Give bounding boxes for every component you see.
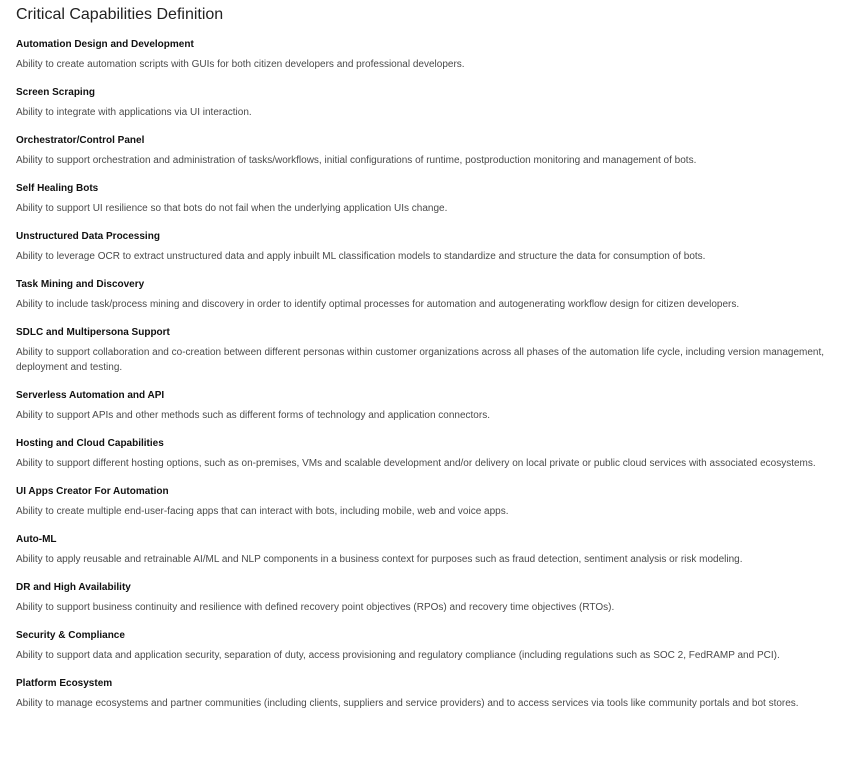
capability-description: Ability to integrate with applications via UI interaction.: [16, 107, 252, 118]
capability-item: [16, 573, 849, 621]
capability-description: Ability to support different hosting options, such as on-premises, VMs and scalable development and/or delivery on local private or public cloud services with associated ecosystems.: [16, 458, 816, 469]
capability-item: [16, 126, 849, 174]
capability-list: [16, 30, 849, 717]
capability-name: Hosting and Cloud Capabilities: [16, 438, 164, 449]
capability-description: Ability to support business continuity and resilience with defined recovery point objectives (RPOs) and recovery time objectives (RTOs).: [16, 602, 615, 613]
capability-description: Ability to manage ecosystems and partner communities (including clients, suppliers and service providers) and to access services via tools like community portals and bot stores.: [16, 698, 799, 709]
capability-item: [16, 381, 849, 429]
capability-description: Ability to leverage OCR to extract unstructured data and apply inbuilt ML classification models to standardize and structure the data for consumption of bots.: [16, 251, 706, 262]
capability-item: [16, 270, 849, 318]
capability-name: DR and High Availability: [16, 582, 131, 593]
capability-name: SDLC and Multipersona Support: [16, 327, 170, 338]
capability-item: [16, 30, 849, 78]
capability-item: [16, 318, 849, 381]
capability-description: Ability to create multiple end-user-facing apps that can interact with bots, including mobile, web and voice apps.: [16, 506, 509, 517]
capability-description: Ability to create automation scripts with GUIs for both citizen developers and professional developers.: [16, 59, 465, 70]
capability-name: Screen Scraping: [16, 87, 95, 98]
capability-description: Ability to support UI resilience so that bots do not fail when the underlying application UIs change.: [16, 203, 448, 214]
capability-name: UI Apps Creator For Automation: [16, 486, 169, 497]
capability-description: Ability to support APIs and other methods such as different forms of technology and application connectors.: [16, 410, 490, 421]
capability-name: Automation Design and Development: [16, 39, 194, 50]
capability-description: Ability to support data and application security, separation of duty, access provisioning and regulatory compliance (including regulations such as SOC 2, FedRAMP and PCI).: [16, 650, 780, 661]
capability-item: [16, 429, 849, 477]
capability-name: Auto-ML: [16, 534, 57, 545]
capability-name: Security & Compliance: [16, 630, 125, 641]
capability-name: Task Mining and Discovery: [16, 279, 145, 290]
capability-name: Unstructured Data Processing: [16, 231, 160, 242]
capability-description: Ability to support collaboration and co-creation between different personas within customer organizations across all phases of the automation life cycle, including version management, deployment and testing.: [16, 347, 825, 373]
capability-name: Orchestrator/Control Panel: [16, 135, 145, 146]
capability-item: [16, 174, 849, 222]
capability-item: [16, 477, 849, 525]
page-title: Critical Capabilities Definition: [16, 6, 224, 23]
capability-name: Platform Ecosystem: [16, 678, 113, 689]
capability-name: Serverless Automation and API: [16, 390, 165, 401]
capability-description: Ability to include task/process mining and discovery in order to identify optimal processes for automation and autogenerating workflow design for citizen developers.: [16, 299, 740, 310]
capability-item: [16, 222, 849, 270]
capability-description: Ability to apply reusable and retrainable AI/ML and NLP components in a business context for purposes such as fraud detection, sentiment analysis or risk modeling.: [16, 554, 743, 565]
capability-item: [16, 525, 849, 573]
capability-item: [16, 621, 849, 669]
capability-item: [16, 78, 849, 126]
capability-description: Ability to support orchestration and administration of tasks/workflows, initial configurations of runtime, postproduction monitoring and management of bots.: [16, 155, 697, 166]
capability-name: Self Healing Bots: [16, 183, 99, 194]
capability-item: [16, 669, 849, 717]
